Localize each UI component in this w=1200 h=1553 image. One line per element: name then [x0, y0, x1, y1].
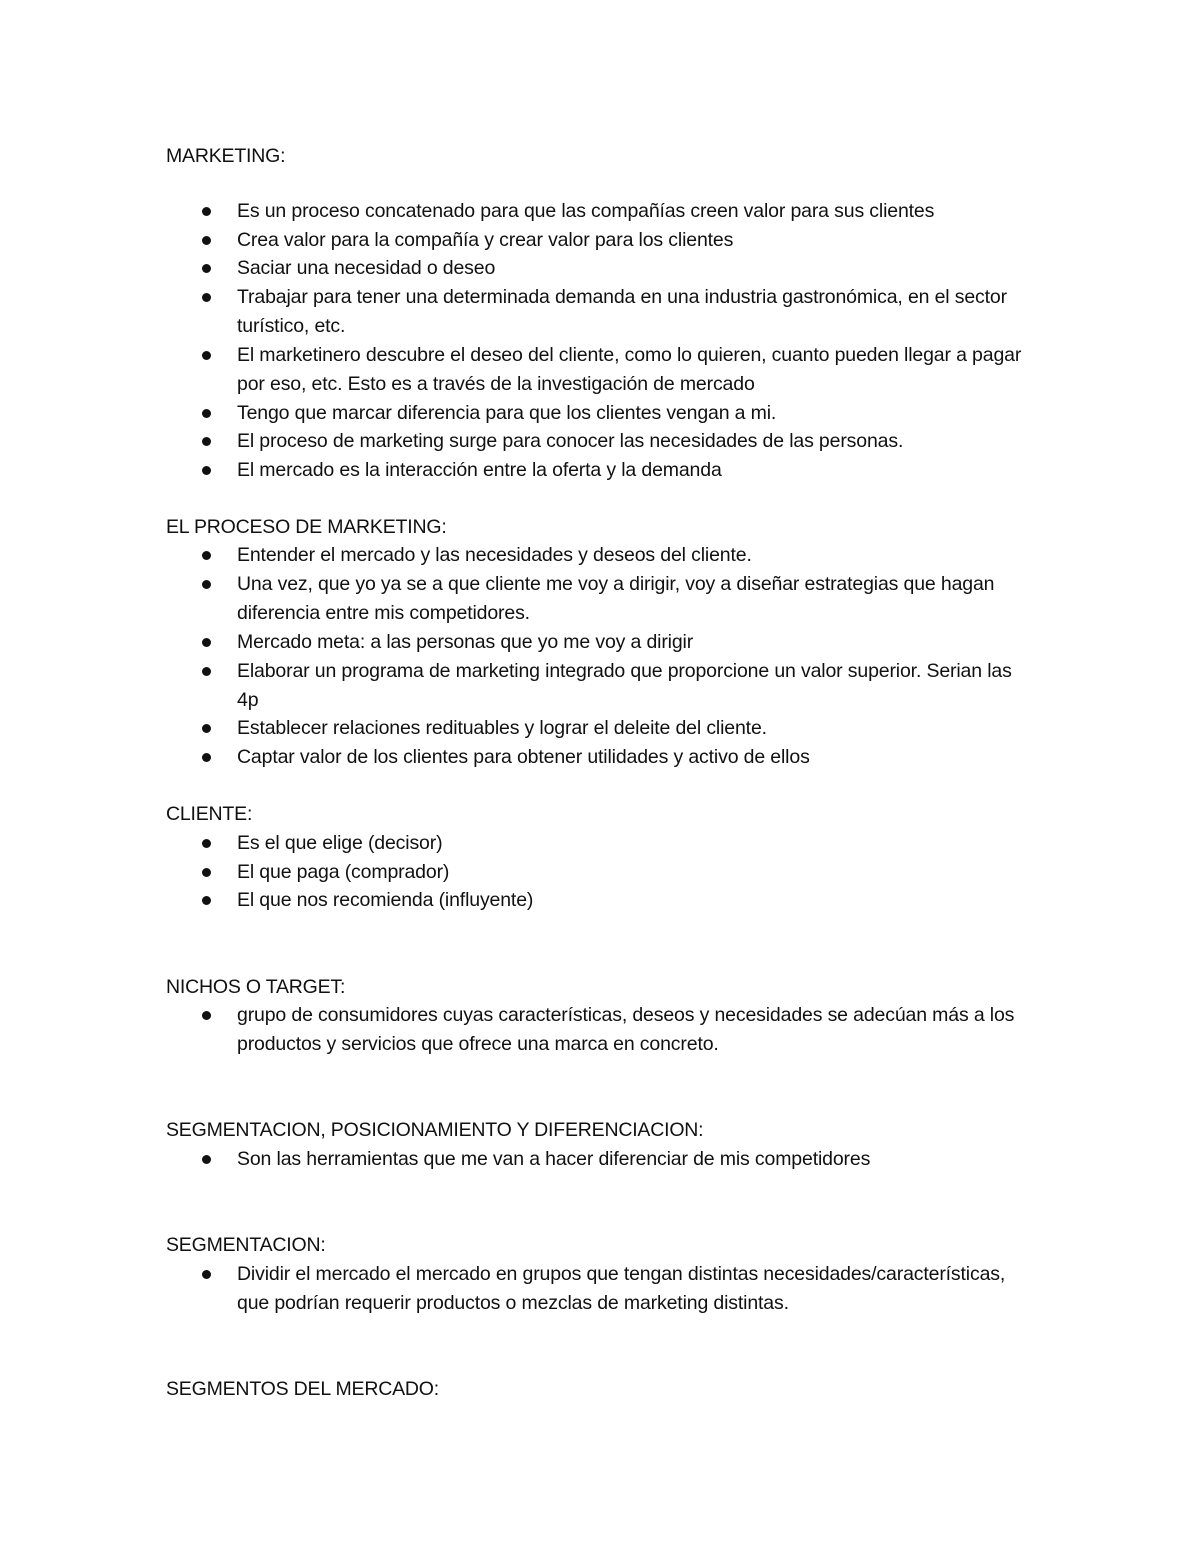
bullet-icon [202, 753, 211, 762]
bullet-icon [202, 1155, 211, 1164]
list-item: Es el que elige (decisor) [237, 829, 1037, 858]
bullet-icon [202, 1270, 211, 1279]
bullet-icon [202, 264, 211, 273]
list-item: Dividir el mercado el mercado en grupos que tengan distintas necesidades/características, que podrían requerir productos o mezclas de marketing distintas. [237, 1260, 1037, 1317]
list-item: El proceso de marketing surge para conocer las necesidades de las personas. [237, 427, 1037, 456]
bullet-icon [202, 839, 211, 848]
bullet-icon [202, 409, 211, 418]
list-item: Saciar una necesidad o deseo [237, 254, 1037, 283]
list-item: Crea valor para la compañía y crear valor para los clientes [237, 226, 1037, 255]
bullet-icon [202, 724, 211, 733]
list-item: El marketinero descubre el deseo del cliente, como lo quieren, cuanto pueden llegar a pagar por eso, etc. Esto es a través de la investigación de mercado [237, 341, 1037, 398]
list-item: Entender el mercado y las necesidades y deseos del cliente. [237, 541, 1037, 570]
bullet-icon [202, 580, 211, 589]
bullet-icon [202, 466, 211, 475]
list-item: Establecer relaciones redituables y lograr el deleite del cliente. [237, 714, 1037, 743]
list-item: Captar valor de los clientes para obtener utilidades y activo de ellos [237, 743, 1037, 772]
bullet-icon [202, 896, 211, 905]
bullet-icon [202, 868, 211, 877]
bullet-icon [202, 293, 211, 302]
bullet-icon [202, 207, 211, 216]
list-item: Una vez, que yo ya se a que cliente me voy a dirigir, voy a diseñar estrategias que hagan diferencia entre mis competidores. [237, 570, 1037, 627]
bullet-icon [202, 667, 211, 676]
list-item: Mercado meta: a las personas que yo me voy a dirigir [237, 628, 1037, 657]
section-heading-cliente: CLIENTE: [166, 803, 253, 825]
list-item: Elaborar un programa de marketing integrado que proporcione un valor superior. Serian las 4p [237, 657, 1037, 714]
section-heading-segmentos: SEGMENTOS DEL MERCADO: [166, 1378, 439, 1400]
list-item: El que paga (comprador) [237, 858, 1037, 887]
list-item: Son las herramientas que me van a hacer diferenciar de mis competidores [237, 1145, 1037, 1174]
section-heading-segmentacion: SEGMENTACION: [166, 1234, 326, 1256]
bullet-icon [202, 551, 211, 560]
list-item: Es un proceso concatenado para que las compañías creen valor para sus clientes [237, 197, 1037, 226]
list-item: El mercado es la interacción entre la oferta y la demanda [237, 456, 1037, 485]
section-heading-marketing: MARKETING: [166, 145, 286, 167]
section-heading-nichos: NICHOS O TARGET: [166, 976, 346, 998]
section-heading-segmentacion-posicionamiento: SEGMENTACION, POSICIONAMIENTO Y DIFERENCIACION: [166, 1119, 704, 1141]
list-item: Tengo que marcar diferencia para que los clientes vengan a mi. [237, 399, 1037, 428]
list-item: Trabajar para tener una determinada demanda en una industria gastronómica, en el sector turístico, etc. [237, 283, 1037, 340]
bullet-icon [202, 236, 211, 245]
bullet-icon [202, 437, 211, 446]
list-item: El que nos recomienda (influyente) [237, 886, 1037, 915]
section-heading-proceso: EL PROCESO DE MARKETING: [166, 516, 447, 538]
bullet-icon [202, 638, 211, 647]
bullet-icon [202, 351, 211, 360]
list-item: grupo de consumidores cuyas características, deseos y necesidades se adecúan más a los productos y servicios que ofrece una marca en concreto. [237, 1001, 1037, 1058]
bullet-icon [202, 1011, 211, 1020]
